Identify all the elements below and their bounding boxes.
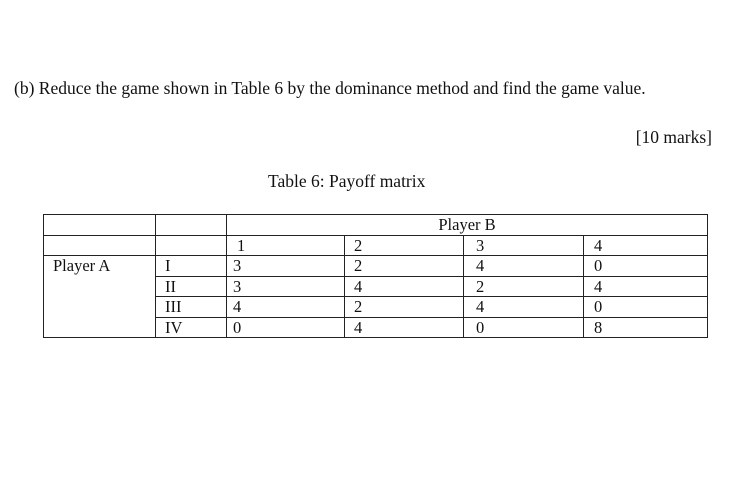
payoff-cell: 0 [584, 256, 708, 277]
empty-strategy-header-cell [156, 215, 227, 236]
empty-corner-cell [44, 215, 156, 236]
empty-cell [156, 235, 227, 256]
payoff-cell: 0 [227, 317, 345, 338]
column-strategy-header: 1 [227, 235, 345, 256]
marks-label: [10 marks] [635, 127, 712, 147]
payoff-cell: 2 [464, 276, 584, 297]
payoff-cell: 3 [227, 276, 345, 297]
table-column-strategy-row [44, 235, 708, 256]
question-text: (b) Reduce the game shown in Table 6 by the dominance method and find the game value. [14, 78, 646, 98]
payoff-cell: 4 [227, 297, 345, 318]
payoff-cell: 4 [464, 256, 584, 277]
empty-cell [44, 235, 156, 256]
payoff-cell: 3 [227, 256, 345, 277]
payoff-matrix-table [43, 214, 708, 338]
column-strategy-header: 2 [345, 235, 464, 256]
row-strategy-label: II [156, 276, 227, 297]
table-row [44, 256, 708, 277]
payoff-cell: 0 [584, 297, 708, 318]
player-a-label: Player A [44, 256, 156, 338]
player-b-header: Player B [227, 215, 708, 236]
payoff-cell: 2 [345, 297, 464, 318]
payoff-cell: 4 [345, 317, 464, 338]
payoff-cell: 2 [345, 256, 464, 277]
table-header-row [44, 215, 708, 236]
column-strategy-header: 4 [584, 235, 708, 256]
row-strategy-label: IV [156, 317, 227, 338]
row-strategy-label: III [156, 297, 227, 318]
payoff-cell: 4 [584, 276, 708, 297]
payoff-cell: 4 [345, 276, 464, 297]
row-strategy-label: I [156, 256, 227, 277]
payoff-cell: 8 [584, 317, 708, 338]
payoff-cell: 0 [464, 317, 584, 338]
payoff-cell: 4 [464, 297, 584, 318]
column-strategy-header: 3 [464, 235, 584, 256]
table-caption: Table 6: Payoff matrix [268, 171, 426, 191]
